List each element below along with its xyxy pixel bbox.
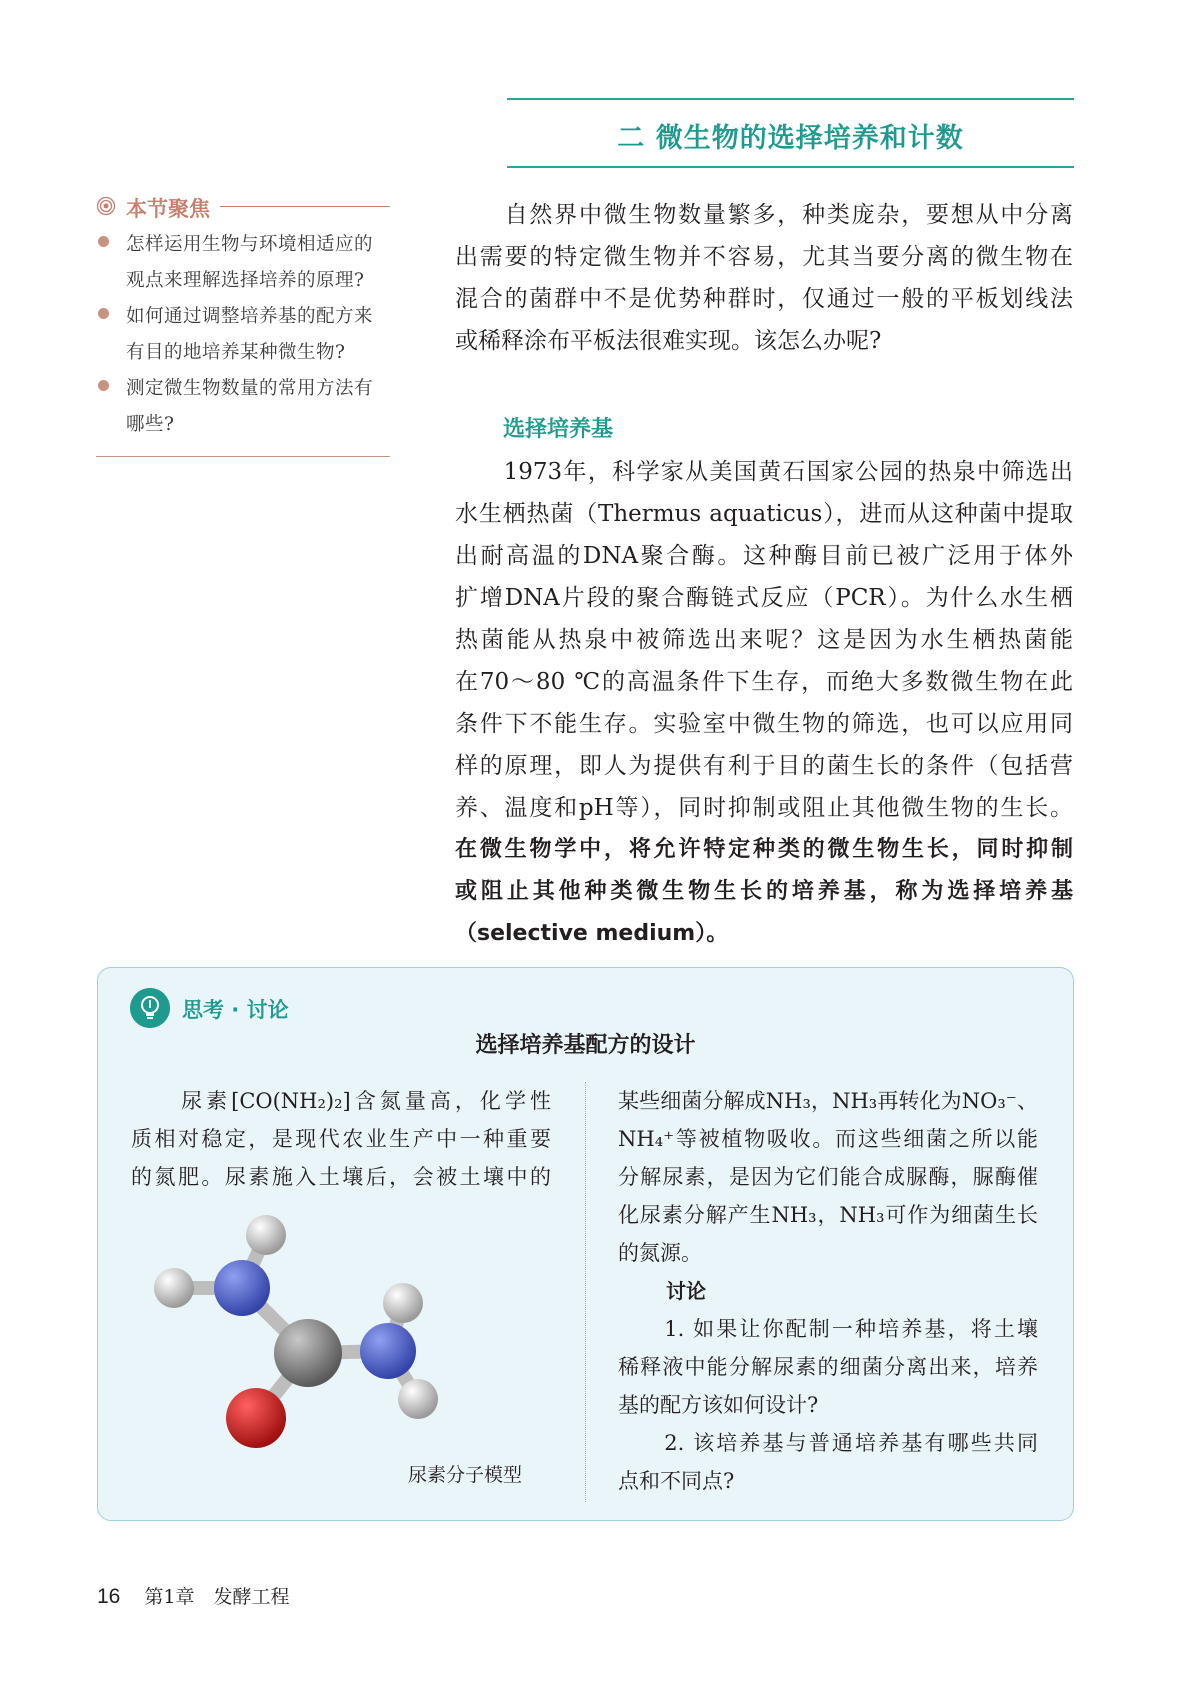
- discussion-subheading: 讨论: [666, 1279, 706, 1303]
- question-line: 基的配方该如何设计?: [618, 1393, 819, 1417]
- text-line: 混合的菌群中不是优势种群时，仅通过一般的平板划线法: [455, 286, 1073, 312]
- chapter-label: 第1章 发酵工程: [144, 1586, 290, 1608]
- text-line: 质相对稳定，是现代农业生产中一种重要: [131, 1127, 551, 1151]
- target-icon: [96, 196, 116, 216]
- focus-item-line: 怎样运用生物与环境相适应的: [126, 234, 374, 255]
- discussion-left-column: [131, 1082, 551, 1196]
- question-line: 2. 该培养基与普通培养基有哪些共同: [618, 1431, 1038, 1455]
- focus-item-line: 测定微生物数量的常用方法有: [126, 378, 374, 399]
- text-line: 的氮源。: [618, 1241, 702, 1265]
- bullet-icon: [98, 380, 109, 391]
- column-divider: [585, 1082, 586, 1502]
- text-line: 出耐高温的DNA聚合酶。这种酶目前已被广泛用于体外: [455, 543, 1073, 569]
- text-line: 分解尿素，是因为它们能合成脲酶，脲酶催: [618, 1165, 1038, 1189]
- intro-paragraph: [455, 194, 1073, 362]
- discussion-title: 选择培养基配方的设计: [475, 1033, 696, 1058]
- lightbulb-icon: [130, 988, 170, 1028]
- focus-item-line: 有目的地培养某种微生物?: [126, 342, 346, 363]
- molecule-caption: 尿素分子模型: [408, 1464, 523, 1486]
- question-line: 稀释液中能分解尿素的细菌分离出来，培养: [618, 1355, 1038, 1379]
- text-line: NH₄⁺等被植物吸收。而这些细菌之所以能: [618, 1127, 1038, 1151]
- focus-divider-bottom: [96, 456, 390, 457]
- text-line: 条件下不能生存。实验室中微生物的筛选，也可以应用同: [455, 711, 1073, 737]
- text-line: 1973年，科学家从美国黄石国家公园的热泉中筛选出: [455, 459, 1073, 485]
- page-footer: [97, 1582, 290, 1609]
- text-line: 样的原理，即人为提供有利于目的菌生长的条件（包括营: [455, 753, 1073, 779]
- subheading: 选择培养基: [503, 417, 614, 442]
- text-line: 的氮肥。尿素施入土壤后，会被土壤中的: [131, 1165, 551, 1189]
- text-line: 某些细菌分解成NH₃，NH₃再转化为NO₃⁻、: [618, 1089, 1038, 1113]
- focus-title: 本节聚焦: [126, 197, 210, 221]
- focus-item-line: 观点来理解选择培养的原理?: [126, 270, 365, 291]
- discussion-box: [97, 967, 1074, 1521]
- focus-divider: [220, 206, 390, 207]
- text-line: 养、温度和pH等），同时抑制或阻止其他微生物的生长。: [455, 795, 1073, 821]
- text-line: （selective medium）。: [455, 921, 729, 946]
- discussion-label: 思考 · 讨论: [182, 998, 289, 1022]
- text-line: 自然界中微生物数量繁多，种类庞杂，要想从中分离: [455, 202, 1073, 228]
- text-line: 在70～80 ℃的高温条件下生存，而绝大多数微生物在此: [455, 669, 1073, 695]
- bullet-icon: [98, 308, 109, 319]
- text-line: 尿素[CO(NH₂)₂]含氮量高，化学性: [131, 1089, 551, 1113]
- urea-molecule-illustration: [148, 1203, 458, 1448]
- text-line: 在微生物学中，将允许特定种类的微生物生长，同时抑制: [455, 837, 1073, 862]
- definition-paragraph: [455, 829, 1073, 955]
- discussion-right-column: [618, 1082, 1038, 1500]
- focus-item-line: 如何通过调整培养基的配方来: [126, 306, 374, 327]
- text-line: 水生栖热菌（Thermus aquaticus），进而从这种菌中提取: [455, 501, 1073, 527]
- body-paragraph: [455, 451, 1073, 829]
- focus-item-line: 哪些?: [126, 414, 175, 435]
- section-header: [507, 98, 1074, 168]
- focus-sidebar: [96, 193, 390, 458]
- bullet-icon: [98, 236, 109, 247]
- question-line: 1. 如果让你配制一种培养基，将土壤: [618, 1317, 1038, 1341]
- question-line: 点和不同点?: [618, 1469, 735, 1493]
- text-line: 热菌能从热泉中被筛选出来呢？这是因为水生栖热菌能: [455, 627, 1073, 653]
- text-line: 扩增DNA片段的聚合酶链式反应（PCR）。为什么水生栖: [455, 585, 1073, 611]
- focus-header: [96, 193, 390, 221]
- section-title: 二 微生物的选择培养和计数: [617, 123, 964, 154]
- text-line: 或阻止其他种类微生物生长的培养基，称为选择培养基: [455, 879, 1073, 904]
- text-line: 或稀释涂布平板法很难实现。该怎么办呢?: [455, 328, 882, 354]
- text-line: 化尿素分解产生NH₃，NH₃可作为细菌生长: [618, 1203, 1038, 1227]
- text-line: 出需要的特定微生物并不容易，尤其当要分离的微生物在: [455, 244, 1073, 270]
- page-number: 16: [97, 1585, 121, 1608]
